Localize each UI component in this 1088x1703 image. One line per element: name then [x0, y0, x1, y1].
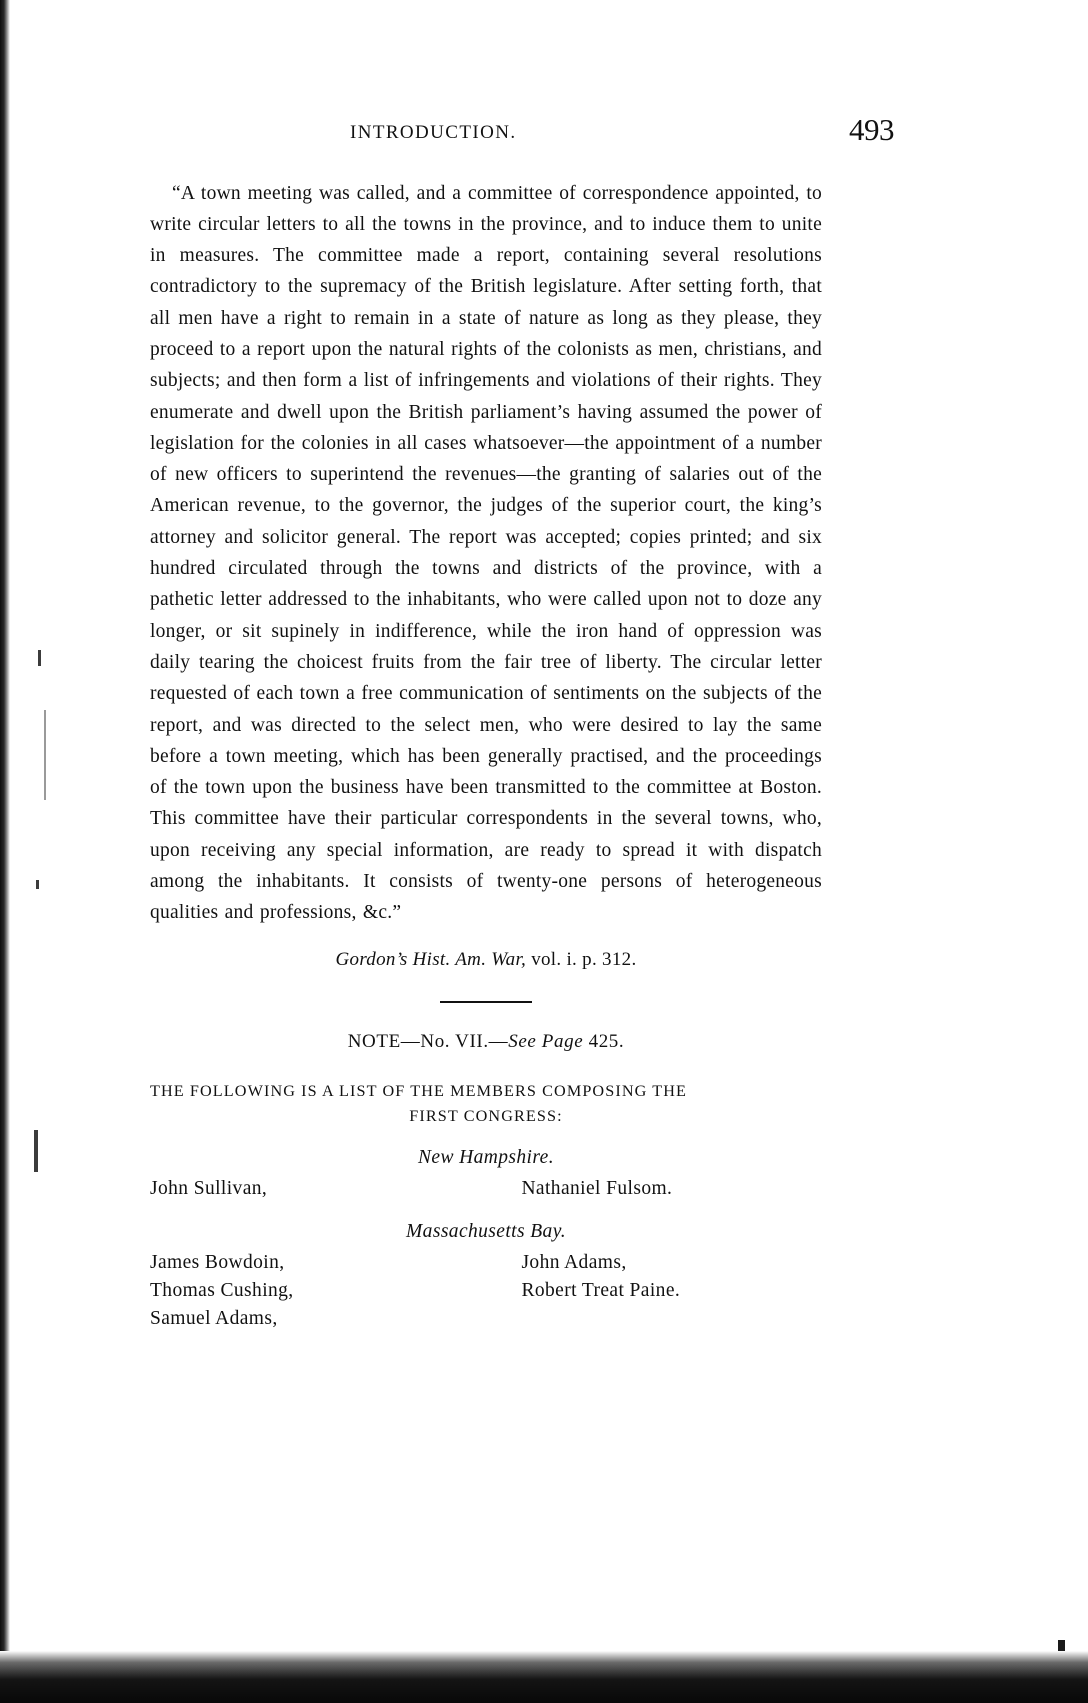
state-heading: New Hampshire.	[418, 1146, 554, 1168]
scan-edge-left	[0, 0, 10, 1703]
body-paragraph	[150, 178, 822, 929]
delegate-table	[150, 1175, 822, 1203]
delegate-name: Nathaniel Fulsom.	[521, 1177, 673, 1199]
section-divider	[440, 1001, 532, 1003]
citation-locator: vol. i. p. 312.	[531, 948, 637, 970]
delegation-new-hampshire	[150, 1147, 822, 1203]
note-heading-label: NOTE—No. VII.—	[347, 1030, 509, 1052]
running-head: INTRODUCTION.	[350, 122, 517, 143]
list-introduction-line-2: FIRST CONGRESS:	[409, 1106, 563, 1125]
scan-artifact	[38, 650, 41, 666]
page-header	[150, 112, 894, 158]
table-row	[150, 1277, 822, 1305]
delegation-massachusetts-bay	[150, 1221, 822, 1333]
state-heading: Massachusetts Bay.	[406, 1220, 566, 1242]
delegate-name: John Sullivan,	[150, 1177, 268, 1199]
scan-artifact	[44, 710, 46, 800]
delegate-name: Samuel Adams,	[150, 1307, 278, 1329]
note-heading-page-ref: 425.	[588, 1030, 625, 1052]
table-row	[150, 1305, 822, 1333]
table-row	[150, 1175, 822, 1203]
delegate-name: Thomas Cushing,	[150, 1279, 294, 1301]
citation-title: Gordon’s Hist. Am. War,	[335, 948, 527, 970]
table-row	[150, 1249, 822, 1277]
list-introduction-line-1: THE FOLLOWING IS A LIST OF THE MEMBERS COMPOSING THE	[150, 1081, 688, 1100]
body-paragraph-text: “A town meeting was called, and a committee of correspondence appointed, to write circular letters to all the towns in the province, and to induce them to unite in measures. The committee made a report, containing several resolutions contradictory to the supremacy of the British legislature. After setting forth, that all men have a right to remain in a state of nature as long as they please, they proceed to a report upon the natural rights of the colonists as men, christians, and subjects; and then form a list of infringements and violations of their rights. They enumerate and dwell upon the British parliament’s having assumed the power of legislation for the colonies in all cases whatsoever—the appointment of a number of new officers to superintend the revenues—the granting of salaries out of the American revenue, to the governor, the judges of the superior court, the king’s attorney and solicitor general. The report was accepted; copies printed; and six hundred circulated through the towns and districts of the province, with a pathetic letter addressed to the inhabitants, who were called upon not to doze any longer, or sit supinely in indifference, while the iron hand of oppression was daily tearing the choicest fruits from the fair tree of liberty. The circular letter requested of each town a free communication of sentiments on the subjects of the report, and was directed to the select men, who were desired to lay the same before a town meeting, which has been generally practised, and the proceedings of the town upon the business have been transmitted to the committee at Boston. This committee have their particular correspondents in the several towns, who, upon receiving any special information, are ready to spread it with dispatch among the inhabitants. It consists of twenty-one persons of heterogeneous qualities and professions, &c.”	[150, 182, 822, 924]
delegate-table	[150, 1249, 822, 1333]
delegate-name: James Bowdoin,	[150, 1251, 285, 1273]
scan-artifact	[36, 880, 39, 889]
source-citation	[150, 949, 822, 971]
delegate-name: Robert Treat Paine.	[521, 1279, 681, 1301]
scan-edge-bottom	[0, 1651, 1088, 1703]
page-number: 493	[849, 112, 894, 147]
scan-artifact	[34, 1130, 38, 1172]
delegate-name-empty	[499, 1305, 822, 1333]
list-introduction	[150, 1079, 822, 1129]
page-content	[150, 112, 894, 1333]
delegate-name: John Adams,	[521, 1251, 627, 1273]
note-heading	[150, 1031, 822, 1053]
note-heading-reference: See Page	[508, 1030, 584, 1052]
